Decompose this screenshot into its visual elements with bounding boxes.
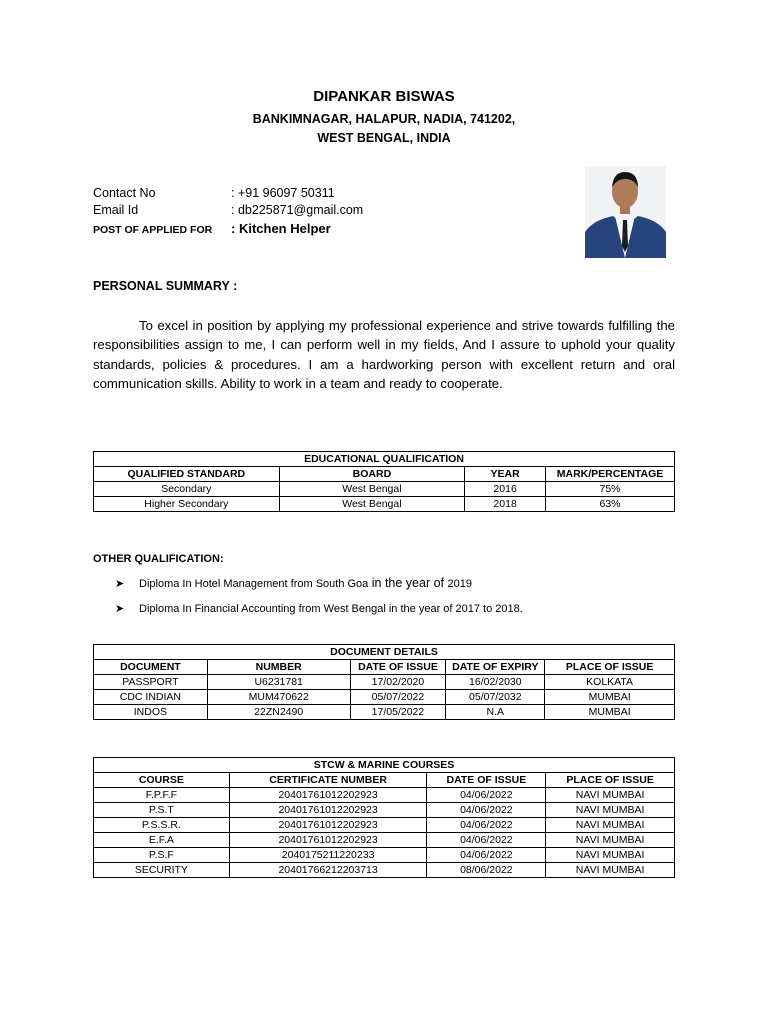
col-header: PLACE OF ISSUE [546,773,675,788]
table-cell: PASSPORT [94,675,208,690]
table-cell: 04/06/2022 [427,848,546,863]
col-header: DOCUMENT [94,660,208,675]
post-label: POST OF APPLIED FOR [93,224,213,236]
other-qualification-heading: OTHER QUALIFICATION: [93,553,224,565]
table-cell: 17/05/2022 [350,705,446,720]
table-cell: MUM470622 [207,690,350,705]
table-cell: MUMBAI [545,705,675,720]
table-cell: 22ZN2490 [207,705,350,720]
table-cell: NAVI MUMBAI [546,788,675,803]
table-cell: West Bengal [279,497,465,512]
table-row [94,803,675,818]
email-value: : db225871@gmail.com [231,203,364,217]
col-header: DATE OF EXPIRY [446,660,545,675]
table-cell: 20401761012202923 [229,818,427,833]
table-cell: N.A [446,705,545,720]
table-cell: 04/06/2022 [427,833,546,848]
col-header: COURSE [94,773,230,788]
document-details-table [93,644,675,720]
list-item-text: Diploma In Hotel Management from South Goa [139,578,369,590]
col-header: MARK/PERCENTAGE [546,467,675,482]
table-cell: NAVI MUMBAI [546,818,675,833]
table-cell: 2016 [465,482,546,497]
col-header: PLACE OF ISSUE [545,660,675,675]
table-cell: SECURITY [94,863,230,878]
col-header: BOARD [279,467,465,482]
table-cell: 05/07/2022 [350,690,446,705]
table-row [94,833,675,848]
table-cell: 20401761012202923 [229,803,427,818]
col-header: QUALIFIED STANDARD [94,467,280,482]
table-cell: 17/02/2020 [350,675,446,690]
table-cell: NAVI MUMBAI [546,863,675,878]
list-item-text: Diploma In Financial Accounting from West Bengal in the year of 2017 to 2018. [139,603,523,615]
table-cell: 04/06/2022 [427,803,546,818]
arrow-bullet-icon: ➤ [115,603,125,615]
table-cell: INDOS [94,705,208,720]
col-header: CERTIFICATE NUMBER [229,773,427,788]
email-label: Email Id [93,203,139,217]
table-cell: 16/02/2030 [446,675,545,690]
table-row [94,848,675,863]
table-cell: 04/06/2022 [427,818,546,833]
table-cell: MUMBAI [545,690,675,705]
col-header: DATE OF ISSUE [427,773,546,788]
table-cell: 2018 [465,497,546,512]
table-cell: 05/07/2032 [446,690,545,705]
table-cell: West Bengal [279,482,465,497]
table-row [94,818,675,833]
summary-text: To excel in position by applying my professional experience and strive towards fulfilling the responsibilities assign to me, I can perform well in my fields, And I assure to uphold your quality standards, policies & procedures. I am a hardworking person with excellent return and oral communication skills. Ability to work in a team and ready to cooperate. [93,318,675,391]
table-row [94,863,675,878]
table-cell: 20401766212203713 [229,863,427,878]
table-row [94,788,675,803]
table-header-row [94,773,675,788]
post-value: : Kitchen Helper [231,221,331,236]
table-cell: E.F.A [94,833,230,848]
table-cell: 04/06/2022 [427,788,546,803]
table-cell: 75% [546,482,675,497]
summary-heading: PERSONAL SUMMARY : [93,279,238,293]
list-item [115,576,472,590]
table-row [94,705,675,720]
arrow-bullet-icon: ➤ [115,578,125,590]
table-cell: Secondary [94,482,280,497]
table-cell: 08/06/2022 [427,863,546,878]
table-row [94,690,675,705]
table-cell: 2040175211220233 [229,848,427,863]
applicant-name: DIPANKAR BISWAS [313,88,455,105]
col-header: YEAR [465,467,546,482]
contact-label: Contact No [93,186,156,200]
address-line-1: BANKIMNAGAR, HALAPUR, NADIA, 741202, [252,112,516,126]
table-row [94,497,675,512]
table-cell: NAVI MUMBAI [546,848,675,863]
table-cell: U6231781 [207,675,350,690]
table-cell: P.S.S.R. [94,818,230,833]
education-table [93,451,675,512]
table-cell: 20401761012202923 [229,788,427,803]
stcw-title: STCW & MARINE COURSES [94,758,675,773]
table-cell: Higher Secondary [94,497,280,512]
stcw-courses-table [93,757,675,878]
table-cell: 63% [546,497,675,512]
education-title: EDUCATIONAL QUALIFICATION [94,452,675,467]
list-item-text: in the year of [368,576,448,590]
table-cell: KOLKATA [545,675,675,690]
table-cell: NAVI MUMBAI [546,833,675,848]
table-cell: F.P.F.F [94,788,230,803]
list-item [115,602,523,615]
table-cell: 20401761012202923 [229,833,427,848]
contact-value: : +91 96097 50311 [231,186,335,200]
documents-title: DOCUMENT DETAILS [94,645,675,660]
col-header: NUMBER [207,660,350,675]
col-header: DATE OF ISSUE [350,660,446,675]
table-cell: P.S.F [94,848,230,863]
table-header-row [94,467,675,482]
table-cell: NAVI MUMBAI [546,803,675,818]
table-header-row [94,660,675,675]
table-row [94,675,675,690]
applicant-photo [585,166,666,258]
list-item-text: 2019 [447,578,472,590]
table-row [94,482,675,497]
table-cell: P.S.T [94,803,230,818]
address-line-2: WEST BENGAL, INDIA [317,131,451,145]
table-cell: CDC INDIAN [94,690,208,705]
